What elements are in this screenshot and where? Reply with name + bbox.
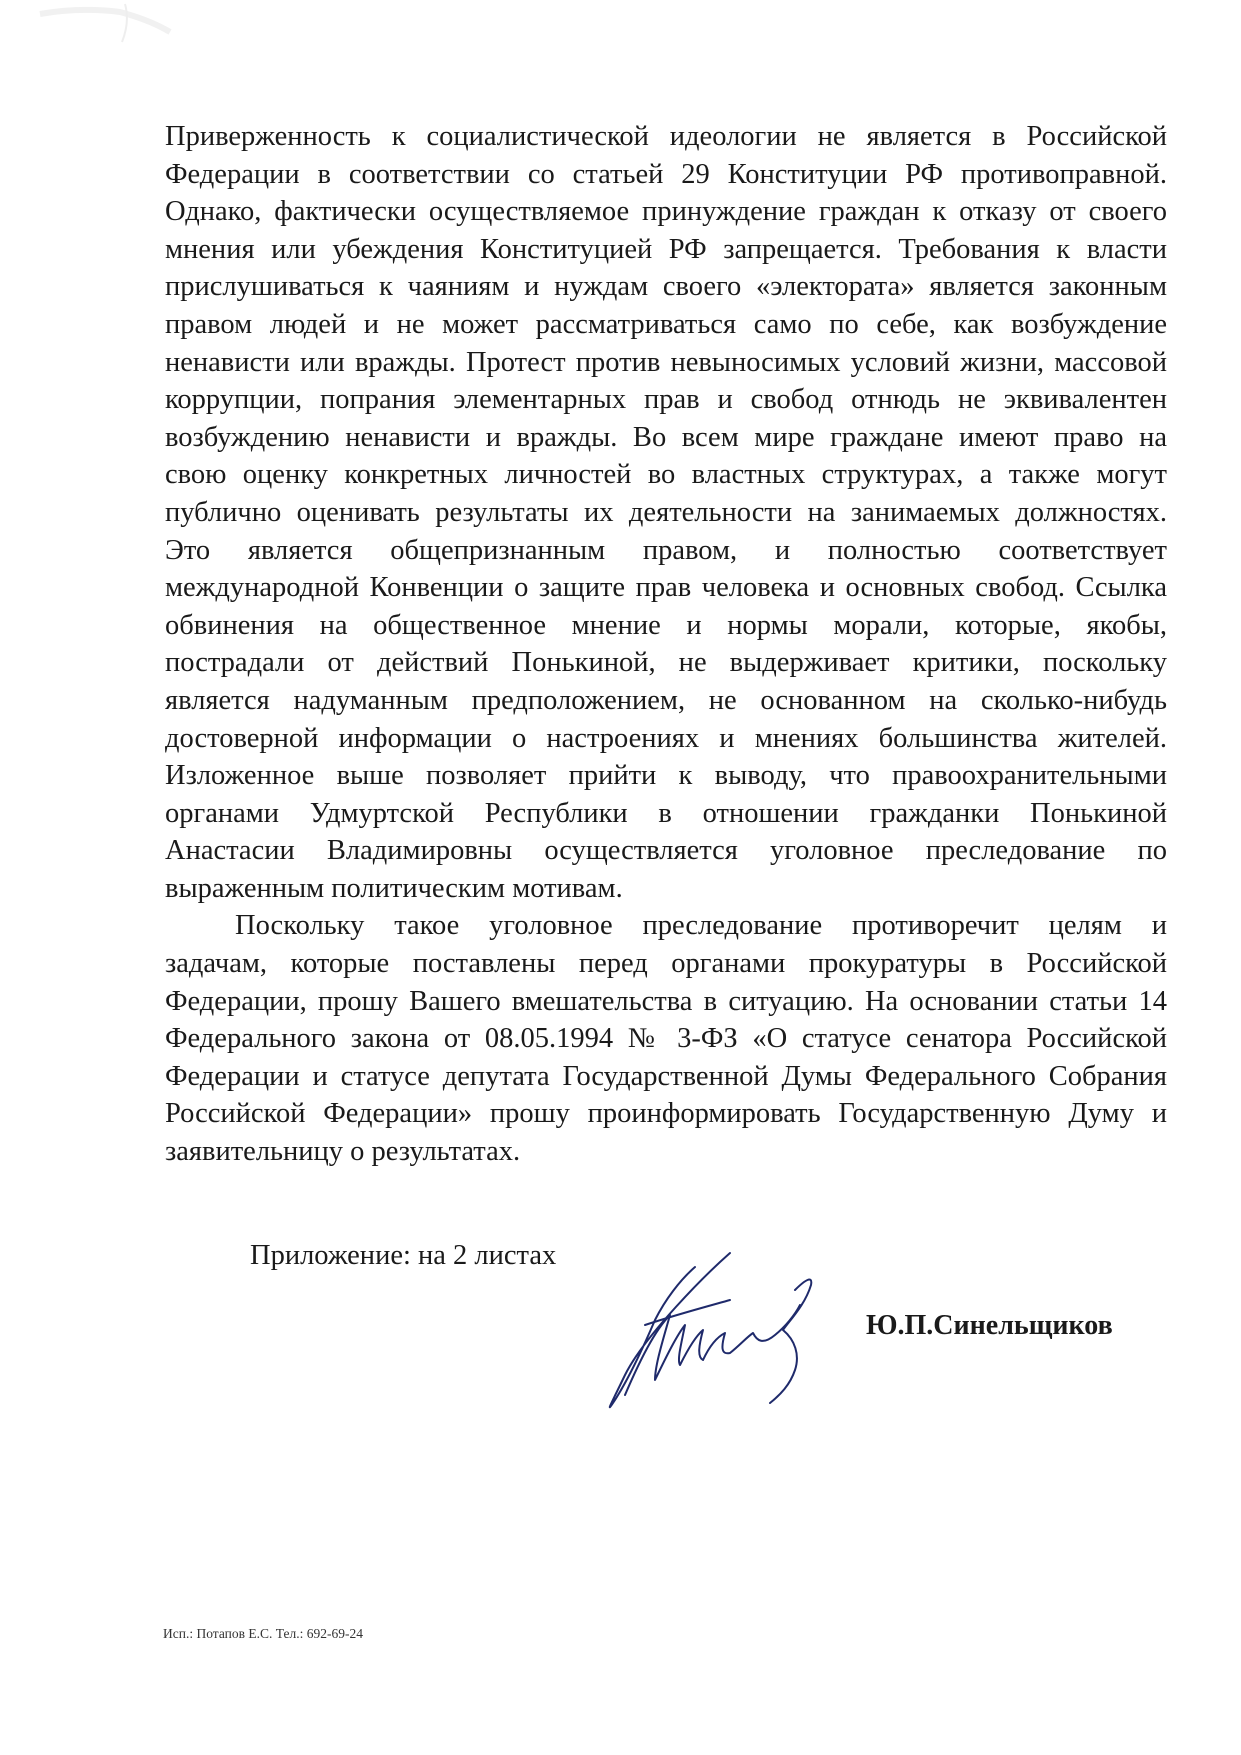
text-line: Федерального закона от 08.05.1994 № 3-ФЗ «О статусе сенатора Российской (165, 1023, 1167, 1055)
text-line: мнения или убеждения Конституцией РФ запрещается. Требования к власти (165, 233, 1167, 265)
text-line: выраженным политическим мотивам. (165, 872, 623, 904)
text-line: Поскольку такое уголовное преследование противоречит целям и (235, 910, 1167, 942)
text-line: Федерации в соответствии со статьей 29 Конституции РФ противоправной. (165, 158, 1167, 190)
paragraph (165, 907, 1167, 1170)
text-line: задачам, которые поставлены перед органами прокуратуры в Российской (165, 948, 1167, 980)
text-line: обвинения на общественное мнение и нормы морали, которые, якобы, (165, 609, 1167, 641)
text-line: пострадали от действий Понькиной, не выдерживает критики, поскольку (165, 647, 1167, 679)
text-line: ненависти или вражды. Протест против невыносимых условий жизни, массовой (165, 346, 1167, 378)
signature-icon (585, 1245, 855, 1410)
text-line: Изложенное выше позволяет прийти к выводу, что правоохранительными (165, 760, 1167, 792)
letter-body (165, 118, 1167, 1171)
text-line: органами Удмуртской Республики в отношении гражданки Понькиной (165, 797, 1167, 829)
text-line: Приверженность к социалистической идеологии не является в Российской (165, 121, 1167, 152)
attachment-note: Приложение: на 2 листах (250, 1240, 557, 1271)
text-line: международной Конвенции о защите прав человека и основных свобод. Ссылка (165, 572, 1167, 604)
scan-artifact (30, 2, 180, 47)
signer-name: Ю.П.Синельщиков (866, 1310, 1113, 1341)
text-line: Российской Федерации» прошу проинформировать Государственную Думу и (165, 1098, 1167, 1130)
paragraph (165, 118, 1167, 907)
text-line: возбуждению ненависти и вражды. Во всем мире граждане имеют право на (165, 421, 1167, 453)
text-line: достоверной информации о настроениях и мнениях большинства жителей. (165, 722, 1167, 754)
text-line: заявительницу о результатах. (165, 1136, 521, 1168)
text-line: прислушиваться к чаяниям и нуждам своего «электората» является законным (165, 271, 1167, 303)
text-line: коррупции, попрания элементарных прав и свобод отнюдь не эквивалентен (165, 384, 1167, 416)
text-line: Это является общепризнанным правом, и полностью соответствует (165, 534, 1167, 566)
executor-footer: Исп.: Потапов Е.С. Тел.: 692-69-24 (163, 1626, 363, 1641)
text-line: Анастасии Владимировны осуществляется уголовное преследование по (165, 835, 1167, 867)
text-line: публично оценивать результаты их деятельности на занимаемых должностях. (165, 496, 1167, 528)
text-line: правом людей и не может рассматриваться само по себе, как возбуждение (165, 308, 1167, 340)
text-line: Федерации, прошу Вашего вмешательства в ситуацию. На основании статьи 14 (165, 985, 1167, 1017)
text-line: Однако, фактически осуществляемое принуждение граждан к отказу от своего (165, 196, 1167, 228)
text-line: Федерации и статусе депутата Государственной Думы Федерального Собрания (165, 1060, 1167, 1092)
text-line: свою оценку конкретных личностей во властных структурах, а также могут (165, 459, 1167, 491)
text-line: является надуманным предположением, не основанном на сколько-нибудь (165, 684, 1167, 716)
